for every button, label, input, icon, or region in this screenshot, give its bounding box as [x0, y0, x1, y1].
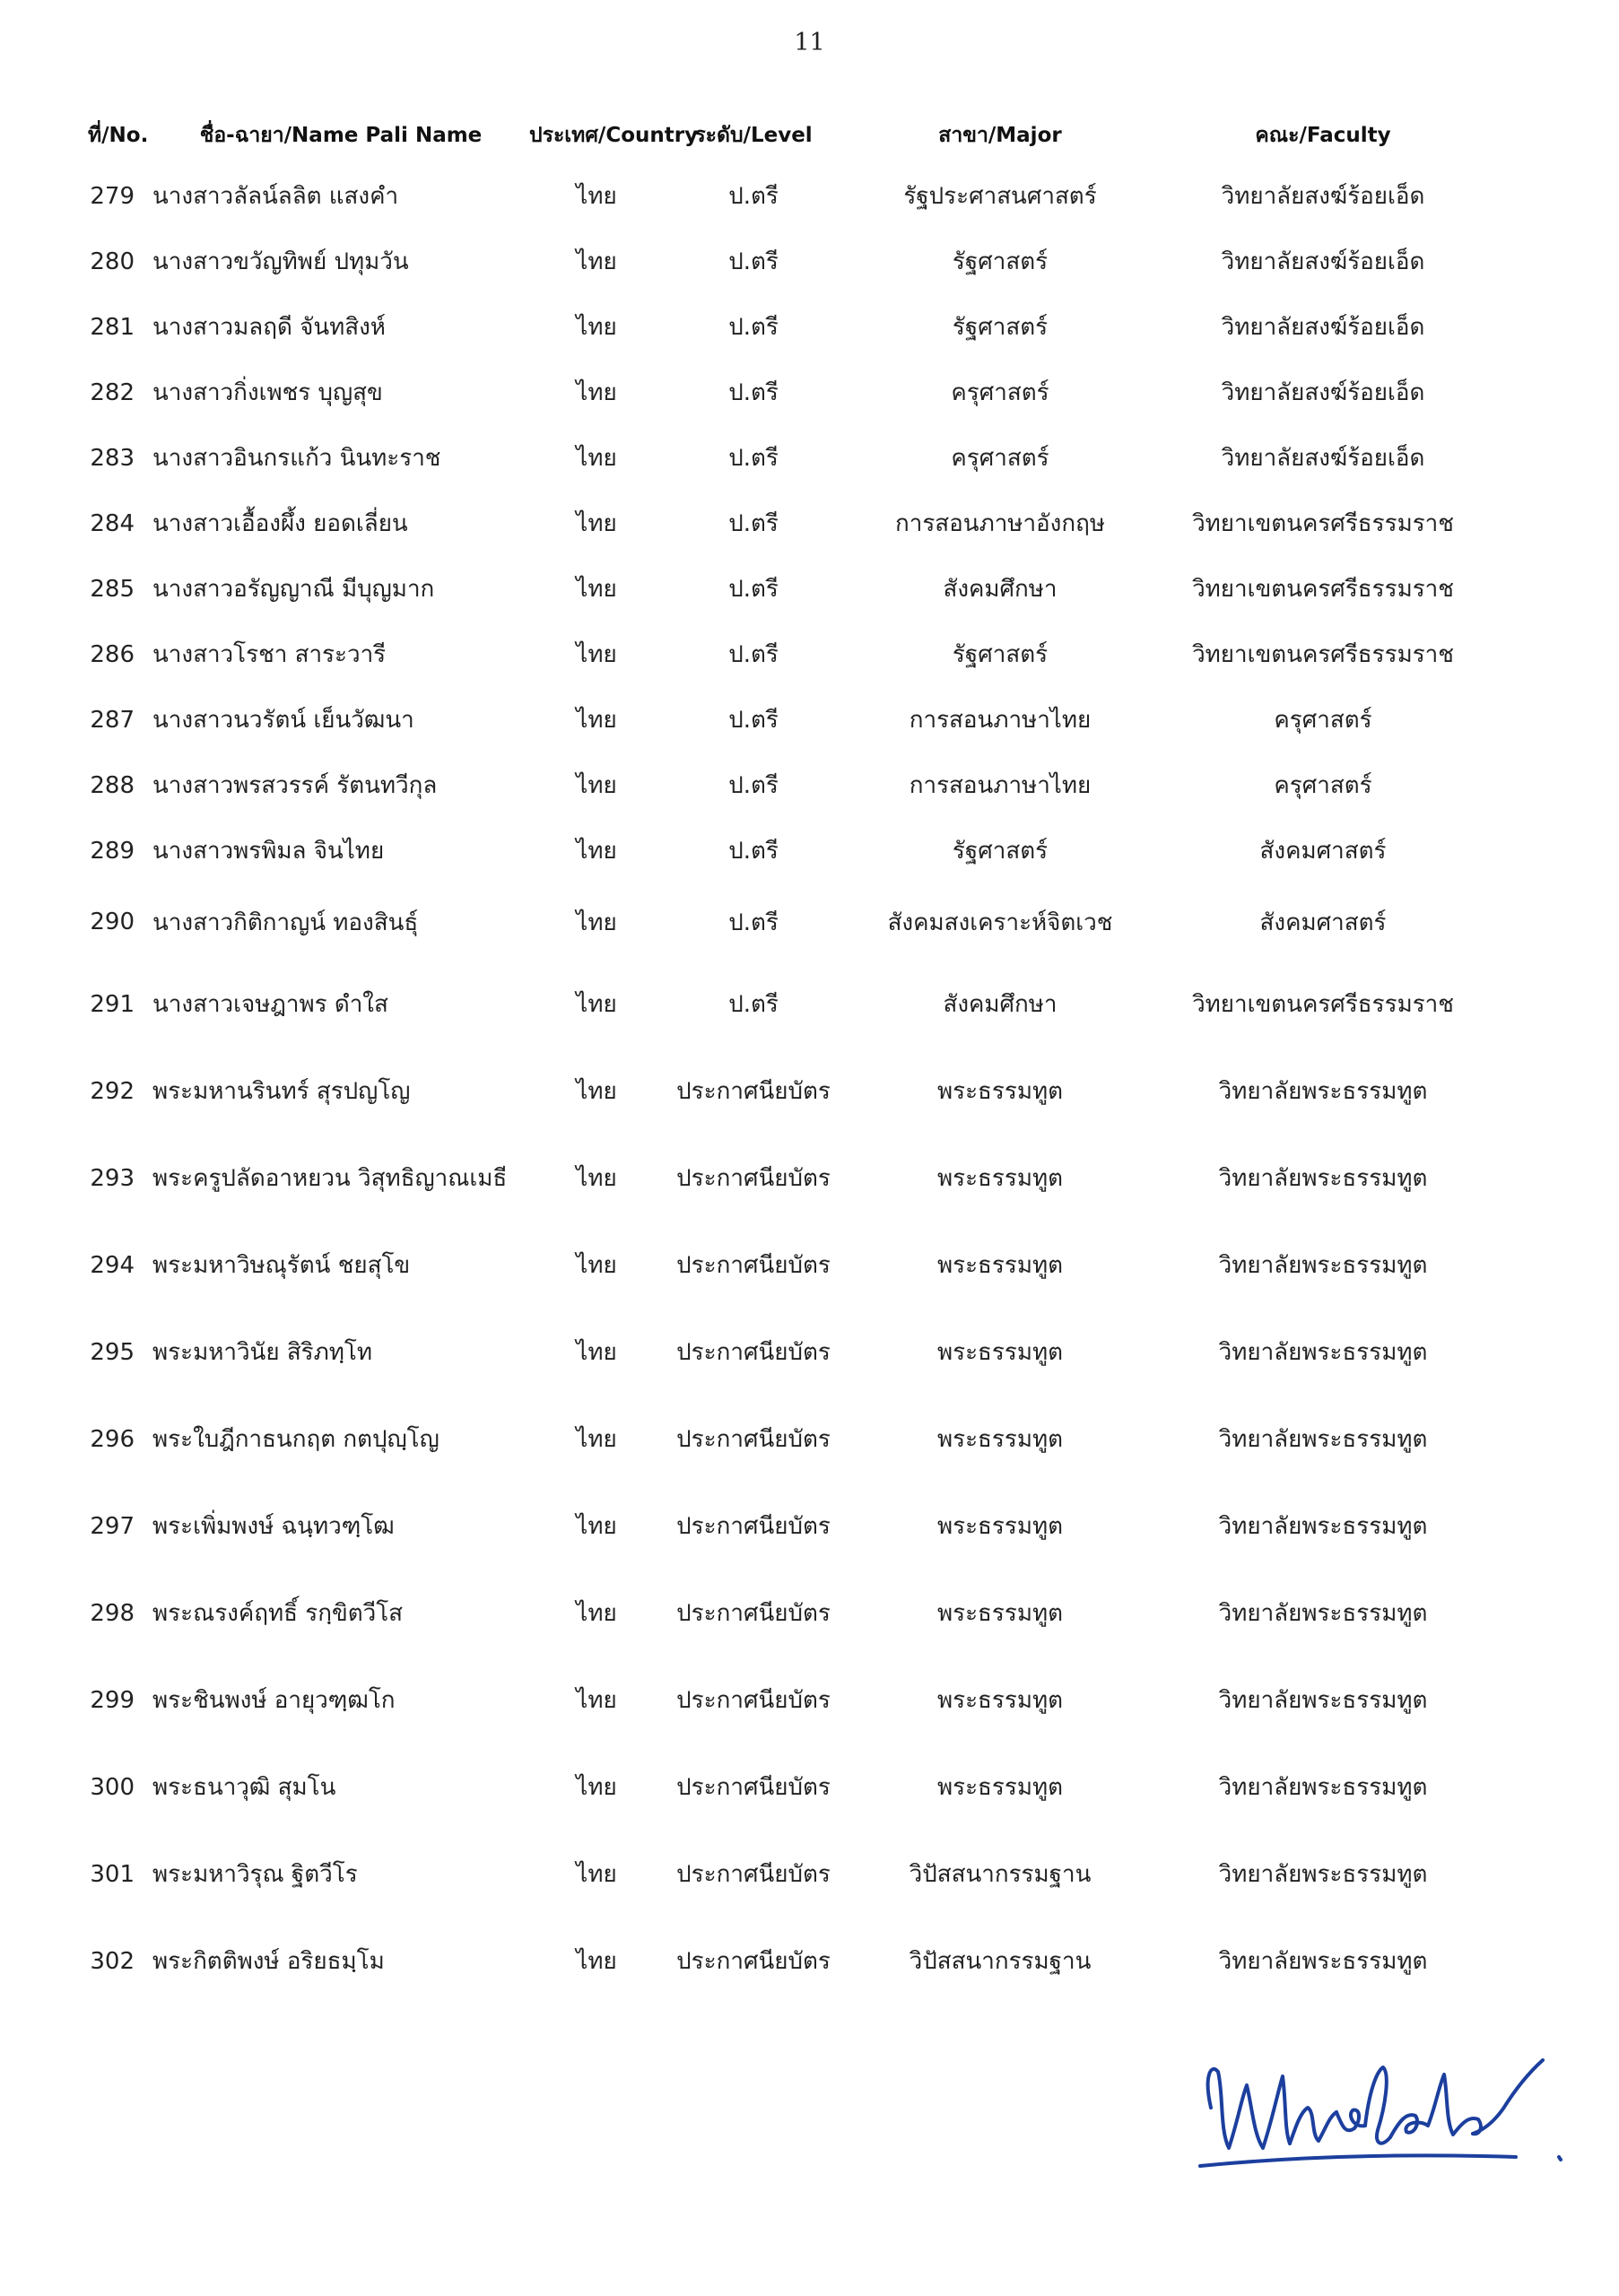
table-row — [88, 883, 1489, 961]
row-country: ไทย — [576, 248, 617, 275]
row-number: 283 — [90, 444, 135, 472]
row-faculty: วิทยาลัยพระธรรมทูต — [1218, 1339, 1428, 1366]
row-level: ป.ตรี — [728, 510, 779, 537]
row-name: พระเพิ่มพงษ์ ฉนฺทวฑฺโฒ — [152, 1513, 395, 1540]
row-faculty: ครุศาสตร์ — [1274, 707, 1372, 734]
row-level: ป.ตรี — [728, 445, 779, 472]
table-row — [88, 556, 1489, 622]
table-row — [88, 1570, 1489, 1657]
table-row — [88, 961, 1489, 1048]
row-major: รัฐประศาสนศาสตร์ — [903, 183, 1097, 210]
row-number: 279 — [90, 182, 135, 210]
row-country: ไทย — [576, 1861, 617, 1888]
row-name: นางสาวกิติกาญน์ ทองสินธุ์ — [152, 909, 419, 936]
row-faculty: วิทยาลัยพระธรรมทูต — [1218, 1078, 1428, 1105]
header-country: ประเทศ/Country — [529, 124, 699, 147]
row-level: ประกาศนียบัตร — [676, 1165, 831, 1192]
row-name: พระมหาวิรุณ ฐิตวีโร — [152, 1861, 358, 1888]
row-name: นางสาวลัลน์ลลิต แสงคำ — [152, 183, 399, 210]
row-level: ประกาศนียบัตร — [676, 1513, 831, 1540]
row-level: ประกาศนียบัตร — [676, 1078, 831, 1105]
row-major: พระธรรมทูต — [936, 1165, 1064, 1192]
row-faculty: ครุศาสตร์ — [1274, 772, 1372, 799]
row-name: นางสาวอรัญญาณี มีบุญมาก — [152, 576, 435, 603]
table-row — [88, 1744, 1489, 1831]
row-level: ป.ตรี — [728, 576, 779, 603]
row-faculty: วิทยาเขตนครศรีธรรมราช — [1192, 576, 1454, 603]
row-level: ประกาศนียบัตร — [676, 1687, 831, 1714]
row-country: ไทย — [576, 183, 617, 210]
row-major: พระธรรมทูต — [936, 1687, 1064, 1714]
row-country: ไทย — [576, 1600, 617, 1627]
row-faculty: วิทยาลัยสงฆ์ร้อยเอ็ด — [1221, 445, 1425, 472]
row-faculty: วิทยาลัยพระธรรมทูต — [1218, 1687, 1428, 1714]
row-level: ป.ตรี — [728, 838, 779, 865]
row-country: ไทย — [576, 1165, 617, 1192]
row-name: นางสาวเจษฎาพร ดำใส — [152, 991, 388, 1018]
table-row — [88, 622, 1489, 687]
row-level: ป.ตรี — [728, 248, 779, 275]
row-level: ประกาศนียบัตร — [676, 1861, 831, 1888]
row-major: สังคมศึกษา — [943, 576, 1058, 603]
row-number: 301 — [90, 1860, 135, 1888]
row-country: ไทย — [576, 641, 617, 668]
row-major: การสอนภาษาไทย — [909, 707, 1092, 734]
row-name: นางสาวขวัญทิพย์ ปทุมวัน — [152, 248, 409, 275]
row-number: 290 — [90, 909, 135, 935]
row-number: 285 — [90, 575, 135, 603]
row-faculty: วิทยาลัยพระธรรมทูต — [1218, 1948, 1428, 1975]
table-row — [88, 294, 1489, 360]
row-country: ไทย — [576, 379, 617, 406]
page-number: 11 — [794, 29, 825, 57]
row-level: ป.ตรี — [728, 772, 779, 799]
row-number: 297 — [90, 1512, 135, 1540]
row-level: ป.ตรี — [728, 183, 779, 210]
row-name: นางสาวนวรัตน์ เย็นวัฒนา — [152, 707, 414, 734]
table-row — [88, 229, 1489, 294]
row-major: รัฐศาสตร์ — [952, 838, 1049, 865]
table-row — [88, 1831, 1489, 1918]
row-major: พระธรรมทูต — [936, 1513, 1064, 1540]
row-level: ประกาศนียบัตร — [676, 1948, 831, 1975]
header-no: ที่/No. — [88, 124, 149, 147]
row-number: 291 — [90, 990, 135, 1018]
row-country: ไทย — [576, 1078, 617, 1105]
row-name: พระมหานรินทร์ สุรปญโญ — [152, 1078, 411, 1105]
row-level: ป.ตรี — [728, 909, 779, 936]
row-country: ไทย — [576, 909, 617, 936]
header-faculty: คณะ/Faculty — [1255, 124, 1391, 147]
row-major: สังคมสงเคราะห์จิตเวช — [887, 909, 1113, 936]
row-country: ไทย — [576, 1948, 617, 1975]
row-faculty: วิทยาเขตนครศรีธรรมราช — [1192, 641, 1454, 668]
table-row — [88, 1135, 1489, 1222]
row-name: นางสาวพรสวรรค์ รัตนทวีกุล — [152, 772, 438, 799]
row-number: 299 — [90, 1686, 135, 1714]
row-name: พระใบฎีกาธนกฤต กตปุญฺโญ — [152, 1426, 440, 1453]
row-number: 281 — [90, 313, 135, 341]
row-faculty: วิทยาลัยสงฆ์ร้อยเอ็ด — [1221, 183, 1425, 210]
header-name: ชื่อ-ฉายา/Name Pali Name — [199, 124, 483, 147]
row-country: ไทย — [576, 576, 617, 603]
row-number: 298 — [90, 1599, 135, 1627]
table-row — [88, 163, 1489, 229]
row-level: ประกาศนียบัตร — [676, 1339, 831, 1366]
row-number: 282 — [90, 378, 135, 406]
row-major: การสอนภาษาไทย — [909, 772, 1092, 799]
row-number: 296 — [90, 1425, 135, 1453]
row-country: ไทย — [576, 772, 617, 799]
row-major: ครุศาสตร์ — [951, 445, 1049, 472]
row-country: ไทย — [576, 1339, 617, 1366]
row-major: พระธรรมทูต — [936, 1252, 1064, 1279]
row-number: 295 — [90, 1338, 135, 1366]
row-faculty: วิทยาลัยพระธรรมทูต — [1218, 1513, 1428, 1540]
row-country: ไทย — [576, 1252, 617, 1279]
table-row — [88, 491, 1489, 556]
table-row — [88, 1309, 1489, 1396]
header-level: ระดับ/Level — [694, 124, 813, 147]
row-number: 287 — [90, 706, 135, 734]
row-number: 284 — [90, 509, 135, 537]
student-roster-table — [88, 108, 1489, 2005]
row-level: ประกาศนียบัตร — [676, 1252, 831, 1279]
row-level: ป.ตรี — [728, 991, 779, 1018]
row-number: 302 — [90, 1947, 135, 1975]
row-level: ป.ตรี — [728, 641, 779, 668]
row-number: 293 — [90, 1164, 135, 1192]
row-faculty: วิทยาลัยพระธรรมทูต — [1218, 1426, 1428, 1453]
row-number: 286 — [90, 640, 135, 668]
row-name: พระกิตติพงษ์ อริยธมฺโม — [152, 1948, 385, 1975]
row-faculty: วิทยาลัยพระธรรมทูต — [1218, 1252, 1428, 1279]
row-number: 280 — [90, 248, 135, 275]
row-level: ป.ตรี — [728, 314, 779, 341]
row-faculty: สังคมศาสตร์ — [1259, 838, 1387, 865]
row-country: ไทย — [576, 314, 617, 341]
row-name: นางสาวอินกรแก้ว นินทะราช — [152, 445, 441, 472]
row-major: วิปัสสนากรรมฐาน — [909, 1861, 1092, 1888]
table-row — [88, 425, 1489, 491]
row-name: นางสาวมลฤดี จันทสิงห์ — [152, 314, 386, 341]
row-country: ไทย — [576, 1513, 617, 1540]
row-faculty: วิทยาลัยพระธรรมทูต — [1218, 1774, 1428, 1801]
row-faculty: วิทยาลัยพระธรรมทูต — [1218, 1861, 1428, 1888]
row-major: รัฐศาสตร์ — [952, 248, 1049, 275]
row-number: 292 — [90, 1077, 135, 1105]
row-major: การสอนภาษาอังกฤษ — [895, 510, 1105, 537]
row-faculty: วิทยาลัยพระธรรมทูต — [1218, 1600, 1428, 1627]
row-faculty: วิทยาลัยสงฆ์ร้อยเอ็ด — [1221, 379, 1425, 406]
row-country: ไทย — [576, 1426, 617, 1453]
row-major: สังคมศึกษา — [943, 991, 1058, 1018]
row-faculty: วิทยาลัยสงฆ์ร้อยเอ็ด — [1221, 314, 1425, 341]
row-level: ประกาศนียบัตร — [676, 1426, 831, 1453]
table-row — [88, 1918, 1489, 2005]
table-row — [88, 1657, 1489, 1744]
row-country: ไทย — [576, 1687, 617, 1714]
table-header-row — [88, 108, 1489, 163]
table-row — [88, 752, 1489, 818]
table-row — [88, 1483, 1489, 1570]
row-name: นางสาวกิ่งเพชร บุญสุข — [152, 379, 383, 406]
row-number: 289 — [90, 837, 135, 865]
row-name: พระธนาวุฒิ สุมโน — [152, 1774, 336, 1801]
row-major: พระธรรมทูต — [936, 1339, 1064, 1366]
row-faculty: วิทยาลัยพระธรรมทูต — [1218, 1165, 1428, 1192]
table-row — [88, 360, 1489, 425]
row-number: 300 — [90, 1773, 135, 1801]
row-major: พระธรรมทูต — [936, 1600, 1064, 1627]
row-level: ป.ตรี — [728, 707, 779, 734]
header-major: สาขา/Major — [938, 124, 1062, 147]
row-name: พระมหาวินัย สิริภทฺโท — [152, 1339, 373, 1366]
row-level: ป.ตรี — [728, 379, 779, 406]
row-name: พระครูปลัดอาหยวน วิสุทธิญาณเมธี — [152, 1165, 508, 1192]
row-level: ประกาศนียบัตร — [676, 1600, 831, 1627]
table-row — [88, 1222, 1489, 1309]
row-name: นางสาวเอื้องผึ้ง ยอดเลี่ยน — [152, 510, 408, 537]
row-major: ครุศาสตร์ — [951, 379, 1049, 406]
row-name: พระชินพงษ์ อายุวฑฺฒโก — [152, 1687, 396, 1714]
row-country: ไทย — [576, 445, 617, 472]
row-major: รัฐศาสตร์ — [952, 314, 1049, 341]
row-major: รัฐศาสตร์ — [952, 641, 1049, 668]
row-country: ไทย — [576, 510, 617, 537]
table-row — [88, 1396, 1489, 1483]
row-faculty: วิทยาเขตนครศรีธรรมราช — [1192, 991, 1454, 1018]
row-country: ไทย — [576, 1774, 617, 1801]
row-major: พระธรรมทูต — [936, 1078, 1064, 1105]
row-name: นางสาวโรชา สาระวารี — [152, 641, 387, 668]
row-faculty: สังคมศาสตร์ — [1259, 909, 1387, 936]
row-major: วิปัสสนากรรมฐาน — [909, 1948, 1092, 1975]
row-country: ไทย — [576, 707, 617, 734]
table-row — [88, 687, 1489, 752]
table-row — [88, 1048, 1489, 1135]
handwritten-signature — [1184, 2022, 1597, 2184]
row-number: 294 — [90, 1251, 135, 1279]
row-faculty: วิทยาลัยสงฆ์ร้อยเอ็ด — [1221, 248, 1425, 275]
row-name: นางสาวพรพิมล จินไทย — [152, 838, 385, 865]
row-name: พระณรงค์ฤทธิ์ รกฺขิตวีโส — [152, 1600, 404, 1627]
row-country: ไทย — [576, 838, 617, 865]
row-name: พระมหาวิษณุรัตน์ ชยสุโข — [152, 1252, 411, 1279]
row-major: พระธรรมทูต — [936, 1774, 1064, 1801]
row-country: ไทย — [576, 991, 617, 1018]
row-number: 288 — [90, 771, 135, 799]
row-faculty: วิทยาเขตนครศรีธรรมราช — [1192, 510, 1454, 537]
table-row — [88, 818, 1489, 883]
row-major: พระธรรมทูต — [936, 1426, 1064, 1453]
row-level: ประกาศนียบัตร — [676, 1774, 831, 1801]
